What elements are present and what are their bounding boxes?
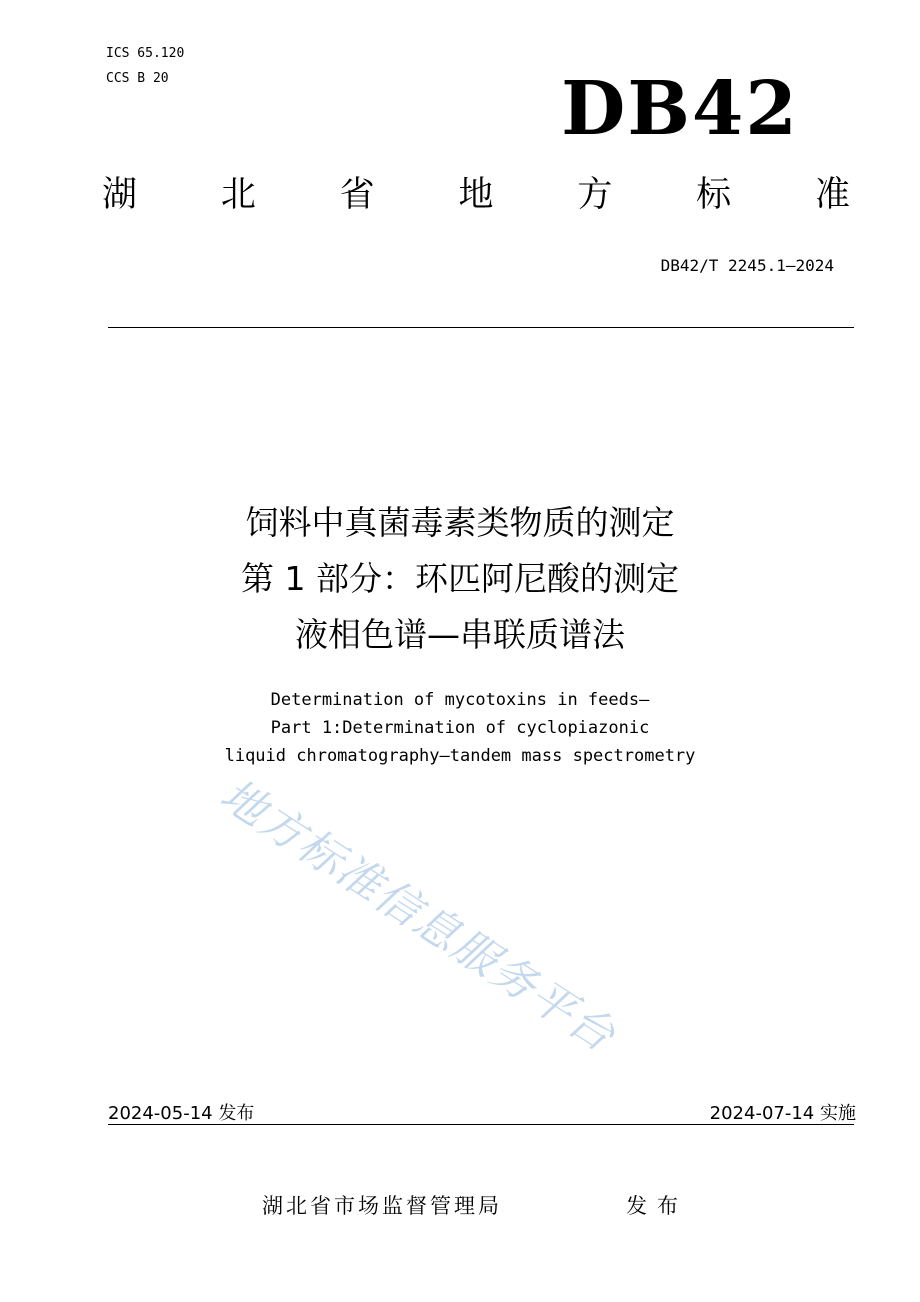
- standard-type-char: 准: [814, 175, 850, 215]
- publish-label: 发布: [626, 1194, 688, 1218]
- standard-type-char: 湖: [102, 175, 138, 215]
- title-zh-line-3: 液相色谱—串联质谱法: [295, 615, 625, 654]
- standard-type-char: 方: [577, 175, 613, 215]
- standard-type-char: 北: [220, 175, 256, 215]
- bottom-divider: [108, 1124, 854, 1125]
- top-divider: [108, 327, 854, 328]
- title-zh-line-1: 饲料中真菌毒素类物质的测定: [245, 503, 675, 542]
- title-en-line-2: Part 1:Determination of cyclopiazonic: [270, 718, 650, 738]
- issue-date: 2024-05-14 发布: [108, 1103, 255, 1124]
- db42-logo: DB42: [561, 66, 799, 152]
- title-en-line-3: liquid chromatography—tandem mass spectrometry: [224, 746, 696, 766]
- publisher-name: 湖北省市场监督管理局: [262, 1194, 502, 1218]
- standard-type-char: 省: [339, 175, 375, 215]
- ccs-code: CCS B 20: [106, 71, 169, 86]
- standard-type-heading: [102, 175, 850, 215]
- standard-number: DB42/T 2245.1—2024: [660, 256, 834, 275]
- standard-type-char: 地: [458, 175, 494, 215]
- implementation-date: 2024-07-14 实施: [709, 1103, 856, 1124]
- ics-code: ICS 65.120: [106, 46, 185, 61]
- standard-type-char: 标: [696, 175, 732, 215]
- title-zh-line-2: 第 1 部分：环匹阿尼酸的测定: [241, 559, 679, 598]
- watermark: 地方标准信息服务平台: [211, 769, 625, 1063]
- title-en-line-1: Determination of mycotoxins in feeds—: [270, 690, 650, 710]
